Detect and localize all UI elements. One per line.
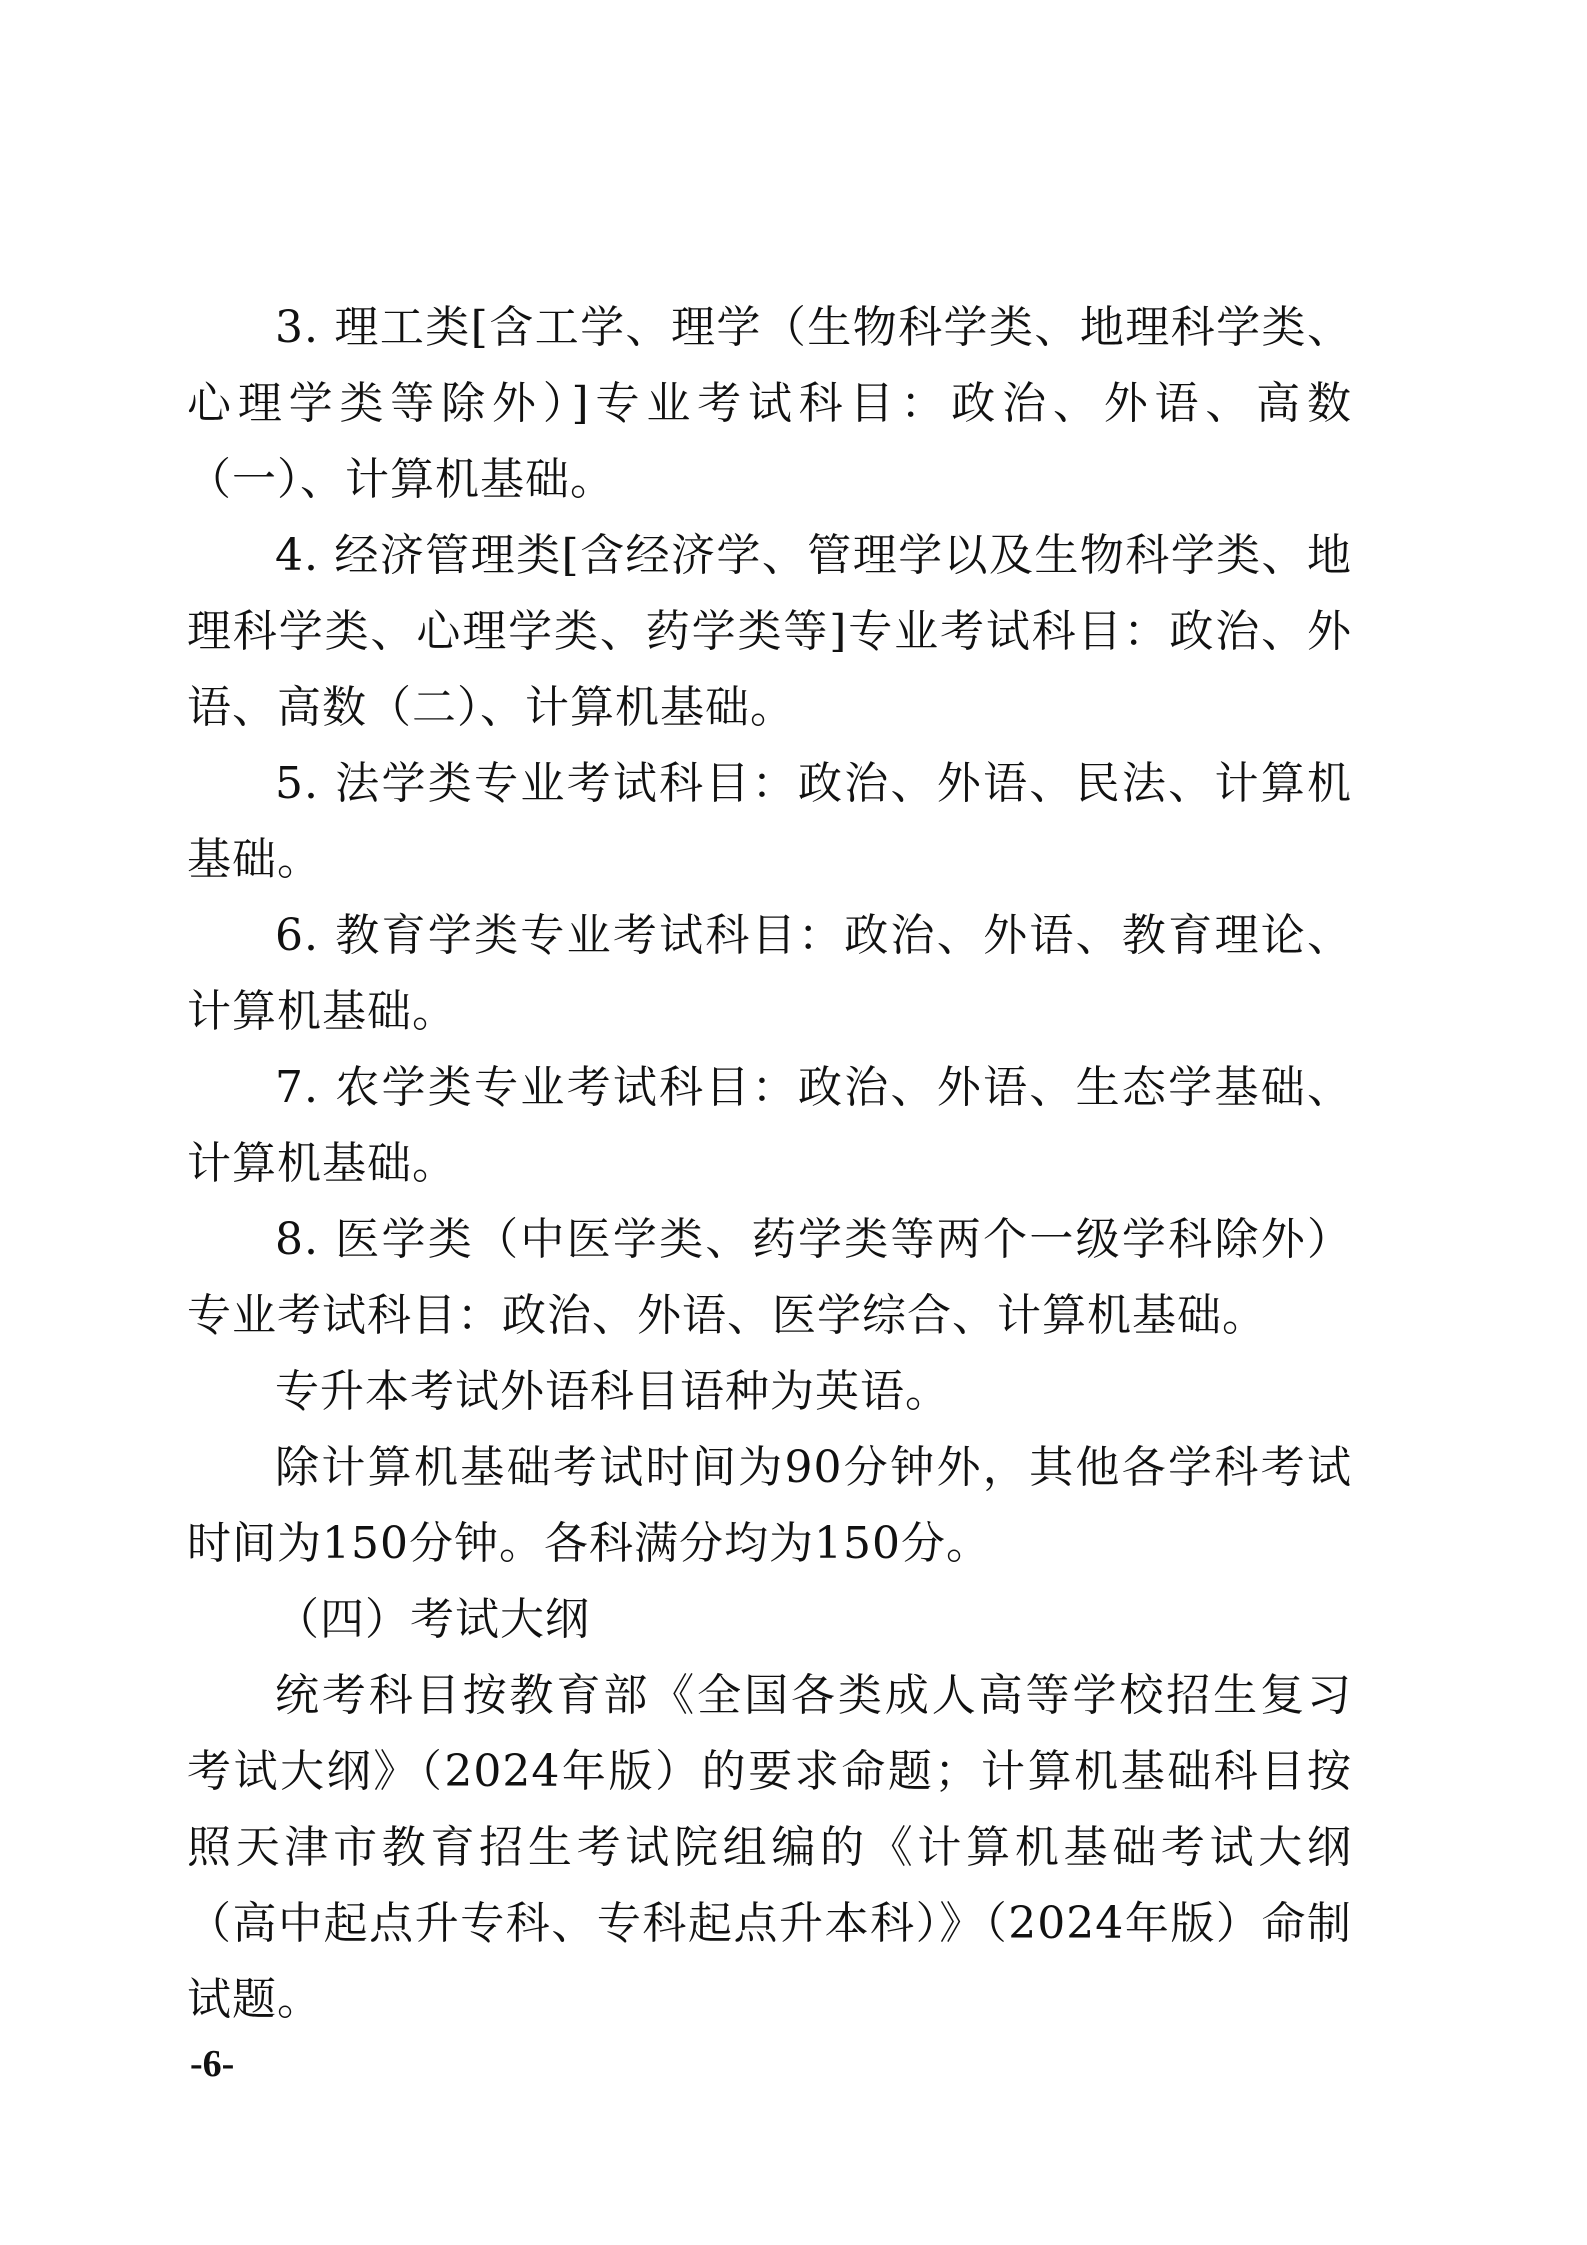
paragraph-exam-syllabus: 统考科目按教育部《全国各类成人高等学校招生复习考试大纲》（2024年版）的要求命题；计算机基础科目按照天津市教育招生考试院组编的《计算机基础考试大纲（高中起点升专科、专科起点升本科）》（2024年版）命制试题。 (187, 1670, 1352, 2025)
paragraph-item-3-science-engineering: 3. 理工类[含工学、理学（生物科学类、地理科学类、心理学类等除外）]专业考试科目：政治、外语、高数（一）、计算机基础。 (187, 302, 1352, 505)
document-body (187, 290, 1352, 2038)
paragraph-foreign-language: 专升本考试外语科目语种为英语。 (275, 1366, 950, 1417)
paragraph-item-4-economics-management: 4. 经济管理类[含经济学、管理学以及生物科学类、地理科学类、心理学类、药学类等]专业考试科目：政治、外语、高数（二）、计算机基础。 (187, 530, 1352, 733)
page-number: -6- (190, 2043, 235, 2085)
section-heading-exam-syllabus: （四）考试大纲 (275, 1594, 590, 1645)
paragraph-item-6-education: 6. 教育学类专业考试科目：政治、外语、教育理论、计算机基础。 (187, 910, 1352, 1037)
paragraph-item-5-law: 5. 法学类专业考试科目：政治、外语、民法、计算机基础。 (187, 758, 1352, 885)
paragraph-exam-duration: 除计算机基础考试时间为90分钟外，其他各学科考试时间为150分钟。各科满分均为150分。 (187, 1442, 1352, 1569)
paragraph-item-7-agriculture: 7. 农学类专业考试科目：政治、外语、生态学基础、计算机基础。 (187, 1062, 1352, 1189)
paragraph-item-8-medicine: 8. 医学类（中医学类、药学类等两个一级学科除外）专业考试科目：政治、外语、医学综合、计算机基础。 (187, 1214, 1352, 1341)
